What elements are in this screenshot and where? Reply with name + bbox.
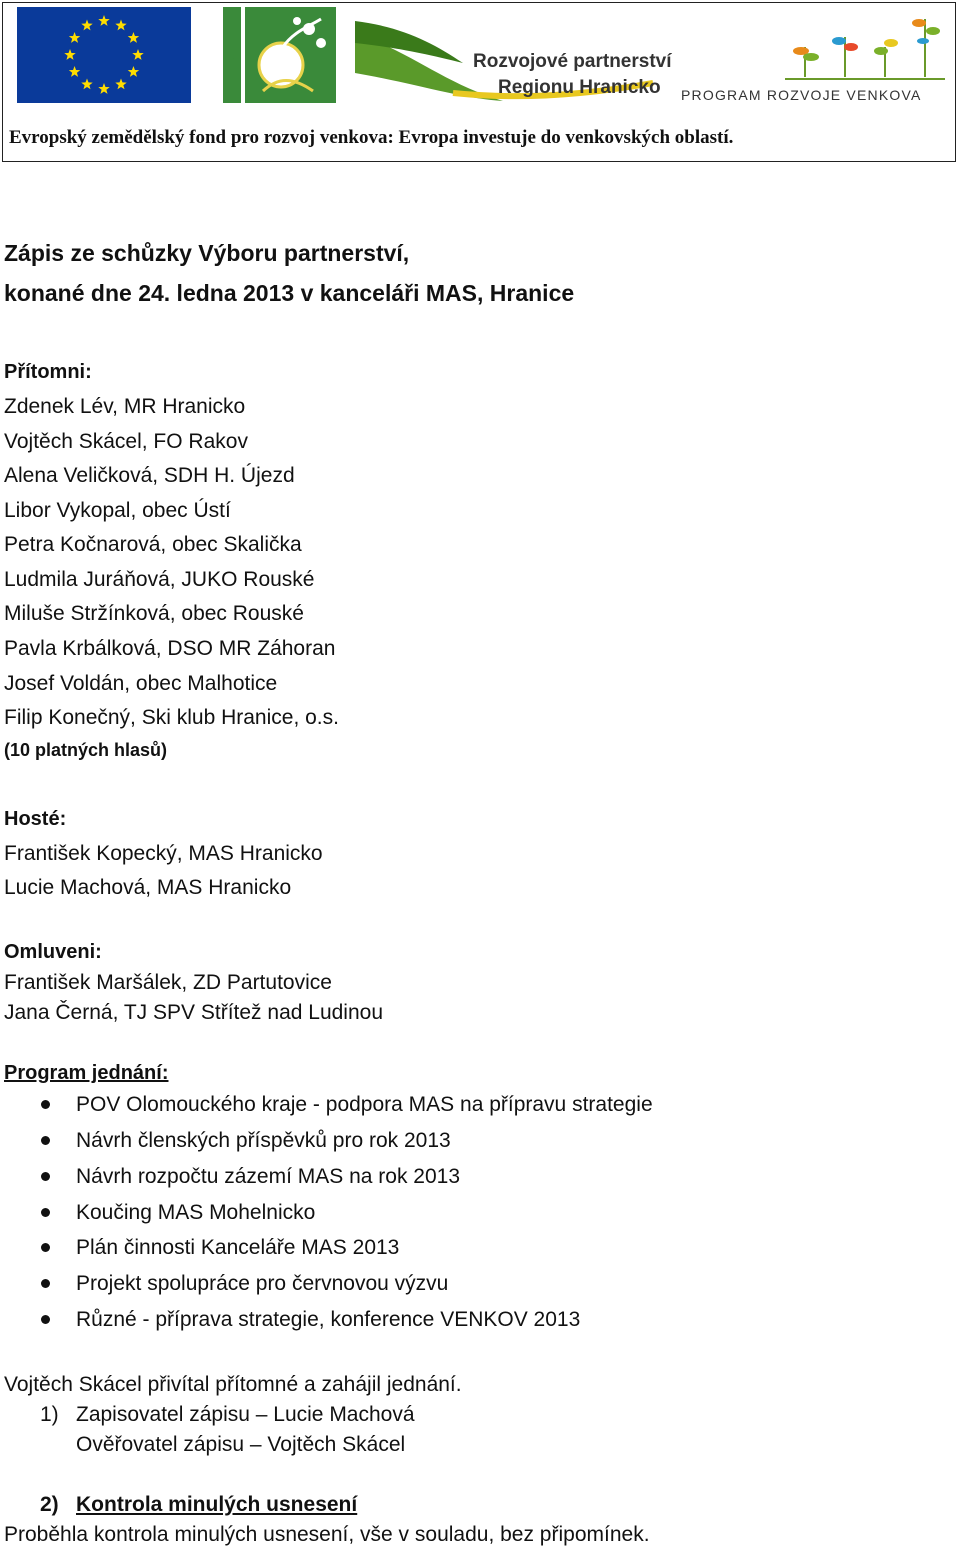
point-2-heading: Kontrola minulých usnesení: [76, 1493, 358, 1516]
present-member: Miluše Stržínková, obec Rouské: [4, 602, 304, 625]
bullet-icon: [41, 1315, 50, 1324]
guests-heading: Hosté:: [4, 808, 67, 830]
bullet-icon: [41, 1100, 50, 1109]
title-line-1: Zápis ze schůzky Výboru partnerství,: [4, 240, 410, 266]
present-member: Ludmila Juráňová, JUKO Rouské: [4, 568, 315, 591]
point-2-text: Proběhla kontrola minulých usnesení, vše v souladu, bez připomínek.: [4, 1523, 650, 1546]
fund-statement: Evropský zemědělský fond pro rozvoj venkova: Evropa investuje do venkovských oblastí.: [9, 127, 734, 148]
bullet-icon: [41, 1172, 50, 1181]
present-member: Libor Vykopal, obec Ústí: [4, 499, 231, 522]
agenda-heading: Program jednání:: [4, 1062, 169, 1084]
leader-logo-text: LEADER: [224, 23, 240, 87]
title-line-2: konané dne 24. ledna 2013 v kanceláři MAS, Hranice: [4, 280, 575, 306]
point-1-verifier: Ověřovatel zápisu – Vojtěch Skácel: [76, 1433, 406, 1456]
excused-heading: Omluveni:: [4, 941, 102, 963]
eu-flag-logo: [17, 7, 191, 103]
excused-member: František Maršálek, ZD Partutovice: [4, 971, 332, 994]
partnership-logo-line1: Rozvojové partnerství: [473, 51, 672, 72]
present-member: Pavla Krbálková, DSO MR Záhoran: [4, 637, 336, 660]
partnership-logo: [353, 13, 672, 105]
present-member: Zdenek Lév, MR Hranicko: [4, 395, 246, 418]
bullet-icon: [41, 1279, 50, 1288]
present-member: Filip Konečný, Ski klub Hranice, o.s.: [4, 706, 339, 729]
guest-member: František Kopecký, MAS Hranicko: [4, 842, 323, 865]
present-member: Josef Voldán, obec Malhotice: [4, 672, 278, 695]
present-member: Vojtěch Skácel, FO Rakov: [4, 430, 248, 453]
opening-statement: Vojtěch Skácel přivítal přítomné a zahájil jednání.: [4, 1373, 462, 1396]
leader-logo: [223, 7, 336, 103]
header-banner: [2, 2, 956, 162]
point-1-number: 1): [40, 1403, 59, 1426]
bullet-icon: [41, 1136, 50, 1145]
present-heading: Přítomni:: [4, 361, 92, 383]
point-1-recorder: Zapisovatel zápisu – Lucie Machová: [76, 1403, 415, 1426]
guest-member: Lucie Machová, MAS Hranicko: [4, 876, 292, 899]
partnership-logo-line2: Regionu Hranicko: [498, 77, 661, 98]
rural-development-program-text: PROGRAM ROZVOJE VENKOVA: [681, 87, 922, 103]
present-member: Alena Veličková, SDH H. Újezd: [4, 464, 295, 487]
rural-development-program-logo: [675, 7, 951, 105]
excused-member: Jana Černá, TJ SPV Střítež nad Ludinou: [4, 1001, 384, 1024]
bullet-icon: [41, 1243, 50, 1252]
bullet-icon: [41, 1208, 50, 1217]
votes-note: (10 platných hlasů): [4, 740, 168, 760]
point-2-number: 2): [40, 1493, 59, 1516]
present-member: Petra Kočnarová, obec Skalička: [4, 533, 302, 556]
